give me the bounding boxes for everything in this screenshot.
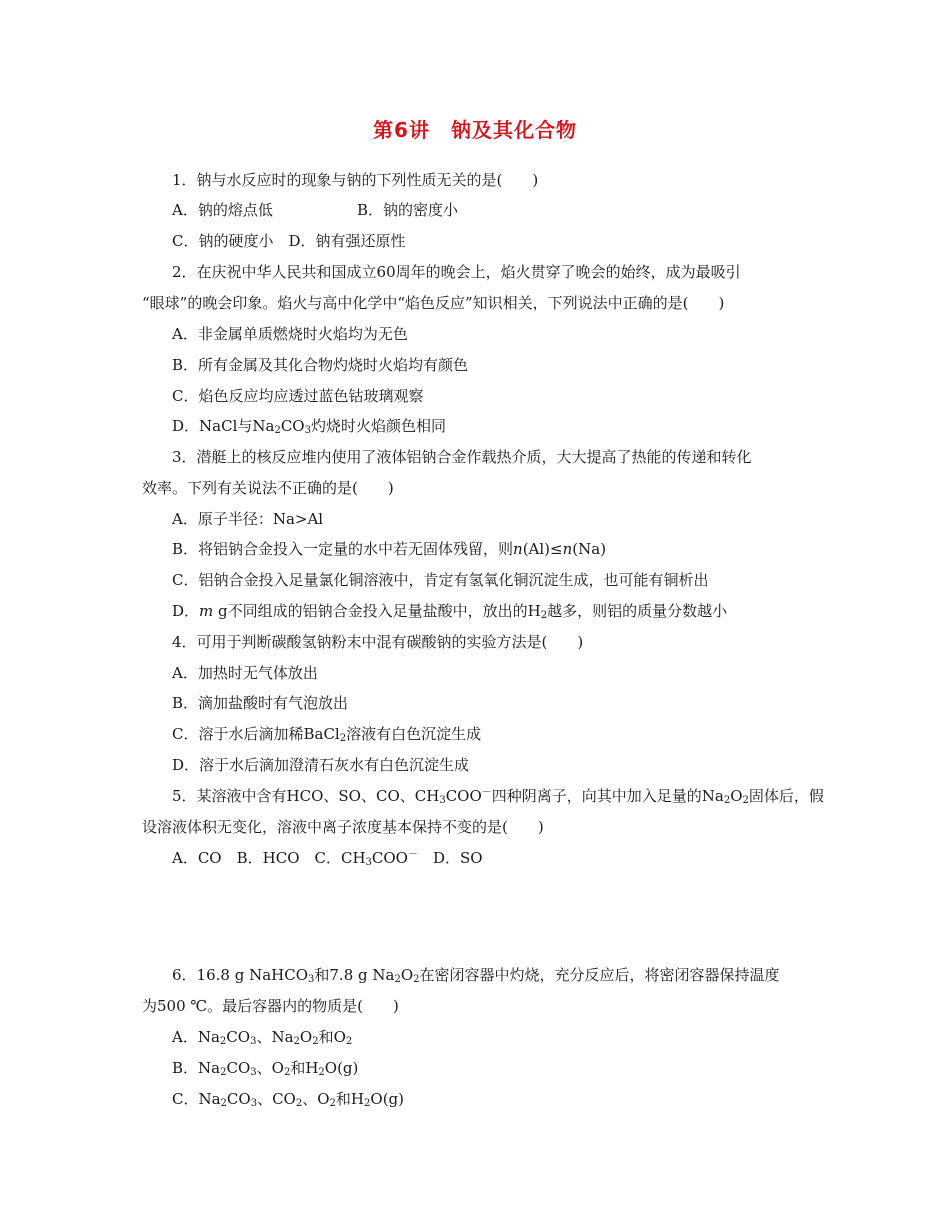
subscript: 2 xyxy=(283,1067,291,1078)
subscript: 2 xyxy=(329,1098,336,1109)
subscript: 2 xyxy=(413,974,420,985)
text-segment: 灼烧时火焰颜色相同 xyxy=(310,417,446,435)
question-5-options xyxy=(172,848,483,868)
question-3-option-a: A．原子半径：Na>Al xyxy=(172,510,324,528)
subscript: 2 xyxy=(339,733,347,744)
text-segment: 越多，则铝的质量分数越小 xyxy=(547,602,728,620)
subscript: 3 xyxy=(250,1098,258,1109)
question-2-stem-line-1: 2．在庆祝中华人民共和国成立60周年的晚会上，焰火贯穿了晚会的始终，成为最吸引 xyxy=(172,263,741,281)
text-segment: 四种阴离子，向其中加入足量的Na xyxy=(491,787,724,805)
subscript: 3 xyxy=(308,974,315,985)
text-segment: 6．16.8 g NaHCO xyxy=(172,966,309,984)
text-segment: CO xyxy=(226,1028,251,1046)
page-title: 第6讲 钠及其化合物 xyxy=(373,118,577,142)
italic-variable: n xyxy=(562,540,573,558)
subscript: 2 xyxy=(274,425,281,436)
question-4-stem: 4．可用于判断碳酸氢钠粉末中混有碳酸钠的实验方法是( ) xyxy=(172,633,584,651)
subscript: 3 xyxy=(304,425,311,436)
text-segment: D．SO xyxy=(417,849,483,867)
question-3-option-c: C．铝钠合金投入足量氯化铜溶液中，肯定有氢氧化铜沉淀生成，也可能有铜析出 xyxy=(172,571,709,589)
subscript: 3 xyxy=(365,857,372,868)
text-segment: 和H xyxy=(335,1090,365,1108)
text-segment: 5．某溶液中含有HCO、SO、CO、CH xyxy=(172,787,440,805)
subscript: 3 xyxy=(250,1067,257,1078)
italic-variable: n xyxy=(513,540,523,558)
question-2-option-d xyxy=(172,416,446,436)
subscript: 2 xyxy=(219,1036,227,1047)
question-6-option-c xyxy=(172,1089,404,1109)
text-segment: CO xyxy=(226,1059,251,1077)
subscript: 2 xyxy=(312,1036,319,1047)
superscript: － xyxy=(481,787,492,798)
question-2-stem-line-2: “眼球”的晚会印象。焰火与高中化学中“焰色反应”知识相关，下列说法中正确的是( ) xyxy=(142,294,725,312)
text-segment: O xyxy=(400,966,414,984)
subscript: 2 xyxy=(742,795,749,806)
text-segment: O xyxy=(730,787,743,805)
text-segment: (Na) xyxy=(572,540,607,558)
text-segment: 、O xyxy=(256,1059,284,1077)
text-segment: D．NaCl与Na xyxy=(172,417,275,435)
superscript: － xyxy=(407,849,418,860)
subscript: 3 xyxy=(439,795,446,806)
subscript: 2 xyxy=(293,1036,300,1047)
question-2-option-a: A．非金属单质燃烧时火焰均为无色 xyxy=(172,325,408,343)
text-segment: (Al)≤ xyxy=(522,540,563,558)
question-3-stem-line-1: 3．潜艇上的核反应堆内使用了液体铝钠合金作载热介质，大大提高了热能的传递和转化 xyxy=(172,448,752,466)
question-1-options-cd xyxy=(172,231,406,251)
subscript: 3 xyxy=(250,1036,257,1047)
question-3-option-b xyxy=(172,539,606,559)
text-segment: 溶液有白色沉淀生成 xyxy=(346,725,482,743)
subscript: 2 xyxy=(220,1067,227,1078)
text-segment: C．Na xyxy=(172,1090,221,1108)
question-6-option-a xyxy=(172,1027,352,1047)
question-1-stem: 1．钠与水反应时的现象与钠的下列性质无关的是( ) xyxy=(172,171,539,189)
text-segment: 和H xyxy=(290,1059,319,1077)
subscript: 2 xyxy=(394,974,401,985)
option-d: D．钠有强还原性 xyxy=(288,232,406,250)
question-4-option-d: D．溶于水后滴加澄清石灰水有白色沉淀生成 xyxy=(172,756,470,774)
text-segment: O(g) xyxy=(370,1090,404,1108)
text-segment: O xyxy=(299,1028,313,1046)
question-6-stem-line-2: 为500 ℃。最后容器内的物质是( ) xyxy=(142,997,399,1015)
subscript: 2 xyxy=(723,795,731,806)
subscript: 2 xyxy=(364,1098,371,1109)
text-segment: D． xyxy=(172,602,200,620)
text-segment: B．Na xyxy=(172,1059,221,1077)
question-4-option-b: B．滴加盐酸时有气泡放出 xyxy=(172,694,349,712)
text-segment: O(g) xyxy=(324,1059,359,1077)
question-2-option-c: C．焰色反应均应透过蓝色钴玻璃观察 xyxy=(172,387,424,405)
text-segment: A．Na xyxy=(172,1028,220,1046)
option-b: B．钠的密度小 xyxy=(357,201,459,219)
question-1-options-ab xyxy=(172,200,273,220)
text-segment: 、O xyxy=(302,1090,330,1108)
subscript: 2 xyxy=(295,1098,303,1109)
subscript: 2 xyxy=(220,1098,227,1109)
text-segment: 和O xyxy=(318,1028,346,1046)
subscript: 2 xyxy=(318,1067,325,1078)
question-4-option-a: A．加热时无气体放出 xyxy=(172,664,318,682)
text-segment: 在密闭容器中灼烧，充分反应后，将密闭容器保持温度 xyxy=(419,966,780,984)
question-2-option-b: B．所有金属及其化合物灼烧时火焰均有颜色 xyxy=(172,356,469,374)
text-segment: COO xyxy=(445,787,482,805)
option-a: A．钠的熔点低 xyxy=(172,201,273,219)
question-5-stem-line-1 xyxy=(172,786,824,806)
text-segment: 固体后，假 xyxy=(748,787,824,805)
text-segment: CO xyxy=(226,1090,251,1108)
question-6-stem-line-1 xyxy=(172,965,780,985)
question-3-stem-line-2: 效率。下列有关说法不正确的是( ) xyxy=(142,479,394,497)
text-segment: COO xyxy=(371,849,408,867)
text-segment: C．溶于水后滴加稀BaCl xyxy=(172,725,340,743)
text-segment: CO xyxy=(280,417,305,435)
option-c: C．钠的硬度小 xyxy=(172,232,274,250)
subscript: 2 xyxy=(540,610,548,621)
question-3-option-d xyxy=(172,601,727,621)
text-segment: A．CO B．HCO C．CH xyxy=(172,849,366,867)
question-6-option-b xyxy=(172,1058,358,1078)
question-4-option-c xyxy=(172,724,481,744)
question-5-stem-line-2: 设溶液体积无变化，溶液中离子浓度基本保持不变的是( ) xyxy=(142,818,544,836)
text-segment: 和7.8 g Na xyxy=(314,966,395,984)
text-segment: 、CO xyxy=(257,1090,296,1108)
text-segment: 、Na xyxy=(256,1028,294,1046)
text-segment: B．将铝钠合金投入一定量的水中若无固体残留，则 xyxy=(172,540,514,558)
italic-variable: m xyxy=(199,602,214,620)
text-segment: g不同组成的铝钠合金投入足量盐酸中，放出的H xyxy=(213,602,541,620)
subscript: 2 xyxy=(345,1036,353,1047)
